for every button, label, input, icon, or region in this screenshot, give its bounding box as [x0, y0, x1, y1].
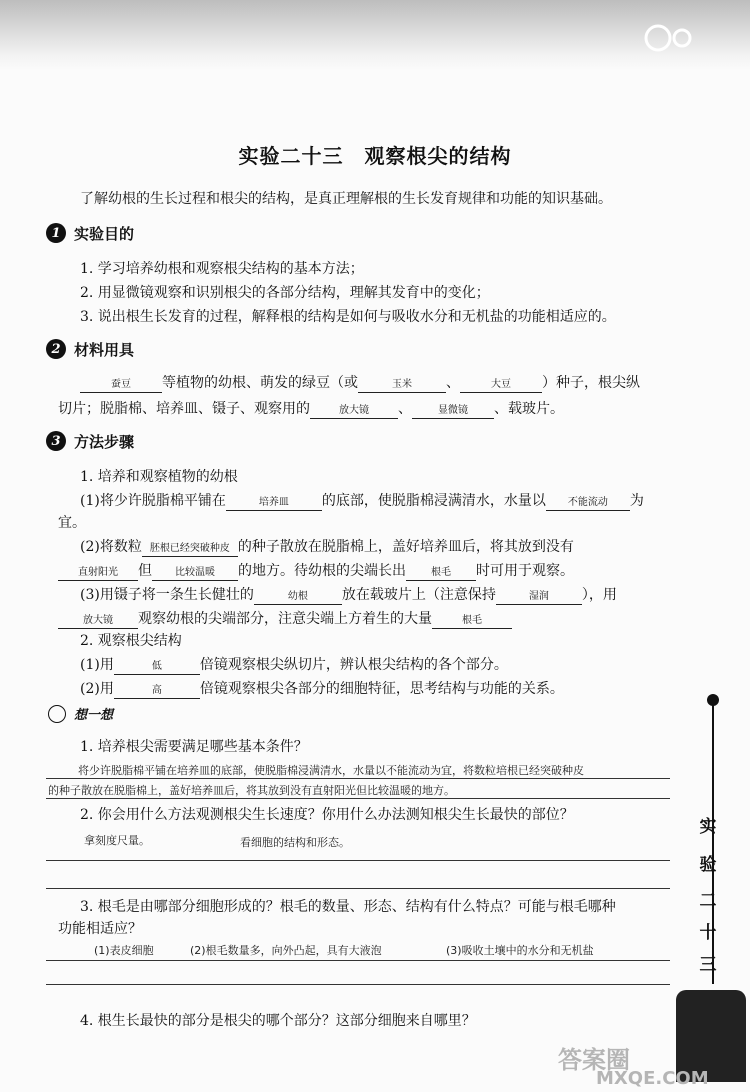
blank-answer: 根毛: [406, 566, 476, 581]
blank-answer: 玉米: [358, 378, 446, 393]
think-answer-1-line-2: 的种子散放在脱脂棉上，盖好培养皿后，将其放到没有直射阳光但比较温暖的地方。: [48, 784, 455, 797]
blank-answer: 幼根: [254, 590, 342, 605]
step-3-line: [80, 586, 680, 605]
think-answer-2a: 拿刻度尺量。: [84, 834, 150, 847]
answer-rule: [46, 960, 670, 961]
answer-rule: [46, 778, 670, 779]
materials-text: 、载玻片。: [494, 401, 564, 417]
blank-answer: 低: [114, 660, 200, 675]
section-materials-heading: [46, 338, 134, 360]
blank-answer: 蚕豆: [80, 378, 162, 393]
step-text: (1)用: [80, 657, 114, 673]
step-text: (2)将数粒: [80, 539, 142, 555]
corner-logo-icon: [642, 18, 698, 58]
blank-answer: 湿润: [496, 590, 582, 605]
steps-heading-2: 2. 观察根尖结构: [80, 633, 182, 649]
blank-answer: 培养皿: [226, 496, 322, 511]
section-steps-heading: [46, 430, 134, 452]
blank-answer: 比较温暖: [152, 566, 238, 581]
step-text: (1)将少许脱脂棉平铺在: [80, 493, 226, 509]
blank-answer: 放大镜: [58, 614, 138, 629]
think-question-3-line-2: 功能相适应？: [58, 921, 142, 937]
step-text: ），用: [581, 587, 617, 603]
purpose-item-1: 1. 学习培养幼根和观察根尖结构的基本方法；: [80, 261, 364, 277]
step-text: (2)用: [80, 681, 114, 697]
step-text: 倍镜观察根尖各部分的细胞特征，思考结构与功能的关系。: [199, 681, 564, 697]
step-text: 的地方。待幼根的尖端长出: [238, 563, 406, 579]
step-text: 的种子散放在脱脂棉上，盖好培养皿后，将其放到没有: [237, 539, 574, 555]
think-heading: [48, 704, 113, 723]
section-label: 实验目的: [74, 224, 135, 243]
side-char: 十: [699, 923, 717, 943]
section-purpose-heading: [46, 222, 134, 244]
materials-text: 、: [446, 375, 460, 391]
step-text: 放在载玻片上（注意保持: [341, 587, 496, 603]
side-char: 实: [699, 817, 717, 837]
step-2-line: [80, 538, 680, 557]
blank-answer: 根毛: [432, 614, 512, 629]
lightbulb-icon: [48, 705, 66, 723]
materials-line-2: [58, 400, 680, 419]
header-band: [0, 0, 750, 70]
answer-rule: [46, 798, 670, 799]
blank-answer: 不能流动: [546, 496, 630, 511]
think-question-1: 1. 培养根尖需要满足哪些基本条件？: [80, 739, 308, 755]
side-char: 验: [699, 855, 717, 875]
materials-text: 切片；脱脂棉、培养皿、镊子、观察用的: [58, 401, 310, 417]
answer-rule: [46, 984, 670, 985]
step-text: 但: [138, 563, 152, 579]
step-text: 倍镜观察根尖纵切片，辨认根尖结构的各个部分。: [199, 657, 508, 673]
think-answer-2b: 看细胞的结构和形态。: [240, 836, 350, 849]
think-question-3-line-1: 3. 根毛是由哪部分细胞形成的？根毛的数量、形态、结构有什么特点？可能与根毛哪种: [80, 899, 616, 915]
think-question-4: 4. 根生长最快的部分是根尖的哪个部分？这部分细胞来自哪里？: [80, 1013, 476, 1029]
materials-line-1: [80, 374, 680, 393]
think-answer-3c: (3)吸收土壤中的水分和无机盐: [446, 944, 594, 957]
steps-heading-1: 1. 培养和观察植物的幼根: [80, 469, 238, 485]
section-number-icon: 2: [46, 339, 66, 359]
step-2-line-2: [58, 562, 680, 581]
step-3-line-2: [58, 610, 680, 629]
step-text: 观察幼根的尖端部分，注意尖端上方着生的大量: [138, 611, 432, 627]
step-1-line: [80, 492, 680, 511]
purpose-item-3: 3. 说出根生长发育的过程，解释根的结构是如何与吸收水分和无机盐的功能相适应的。: [80, 309, 616, 325]
side-char: 二: [699, 891, 717, 911]
materials-text: 、: [398, 401, 412, 417]
purpose-item-2: 2. 用显微镜观察和识别根尖的各部分结构，理解其发育中的变化；: [80, 285, 490, 301]
step-1-line-2: 宜。: [58, 515, 86, 531]
think-answer-3a: (1)表皮细胞: [94, 944, 154, 957]
section-label: 材料用具: [74, 340, 135, 359]
section-number-icon: 1: [46, 223, 66, 243]
think-answer-1-line-1: 将少许脱脂棉平铺在培养皿的底部，使脱脂棉浸满清水，水量以不能流动为宜，将数粒培根已经突破种皮: [78, 764, 584, 777]
think-label: 想一想: [74, 708, 114, 723]
blank-answer: 高: [114, 684, 200, 699]
watermark-text: 答案圈: [558, 1046, 630, 1074]
section-label: 方法步骤: [74, 432, 135, 451]
blank-answer: 直射阳光: [58, 566, 138, 581]
think-question-2: 2. 你会用什么方法观测根尖生长速度？你用什么办法测知根尖生长最快的部位？: [80, 807, 574, 823]
step-q2-line: [80, 680, 680, 699]
blank-answer: 大豆: [460, 378, 542, 393]
blank-answer: 放大镜: [310, 404, 398, 419]
watermark-url: MXQE.COM: [596, 1068, 709, 1089]
step-text: (3)用镊子将一条生长健壮的: [80, 587, 254, 603]
materials-text: ）种子，根尖纵: [542, 375, 640, 391]
materials-text: 等植物的幼根、萌发的绿豆（或: [162, 375, 358, 391]
think-answer-3b: (2)根毛数量多，向外凸起，具有大液泡: [190, 944, 382, 957]
page-title: 实验二十三 观察根尖的结构: [238, 144, 512, 168]
intro-text: 了解幼根的生长过程和根尖的结构，是真正理解根的生长发育规律和功能的知识基础。: [80, 191, 612, 207]
side-char: 三: [699, 955, 717, 975]
section-number-icon: 3: [46, 431, 66, 451]
step-text: 为: [629, 493, 644, 509]
answer-rule: [46, 888, 670, 889]
answer-rule: [46, 860, 670, 861]
step-text: 的底部，使脱脂棉浸满清水，水量以: [321, 493, 546, 509]
blank-answer: 胚根已经突破种皮: [142, 542, 238, 557]
blank-answer: 显微镜: [412, 404, 494, 419]
step-text: 时可用于观察。: [476, 563, 574, 579]
step-q1-line: [80, 656, 680, 675]
